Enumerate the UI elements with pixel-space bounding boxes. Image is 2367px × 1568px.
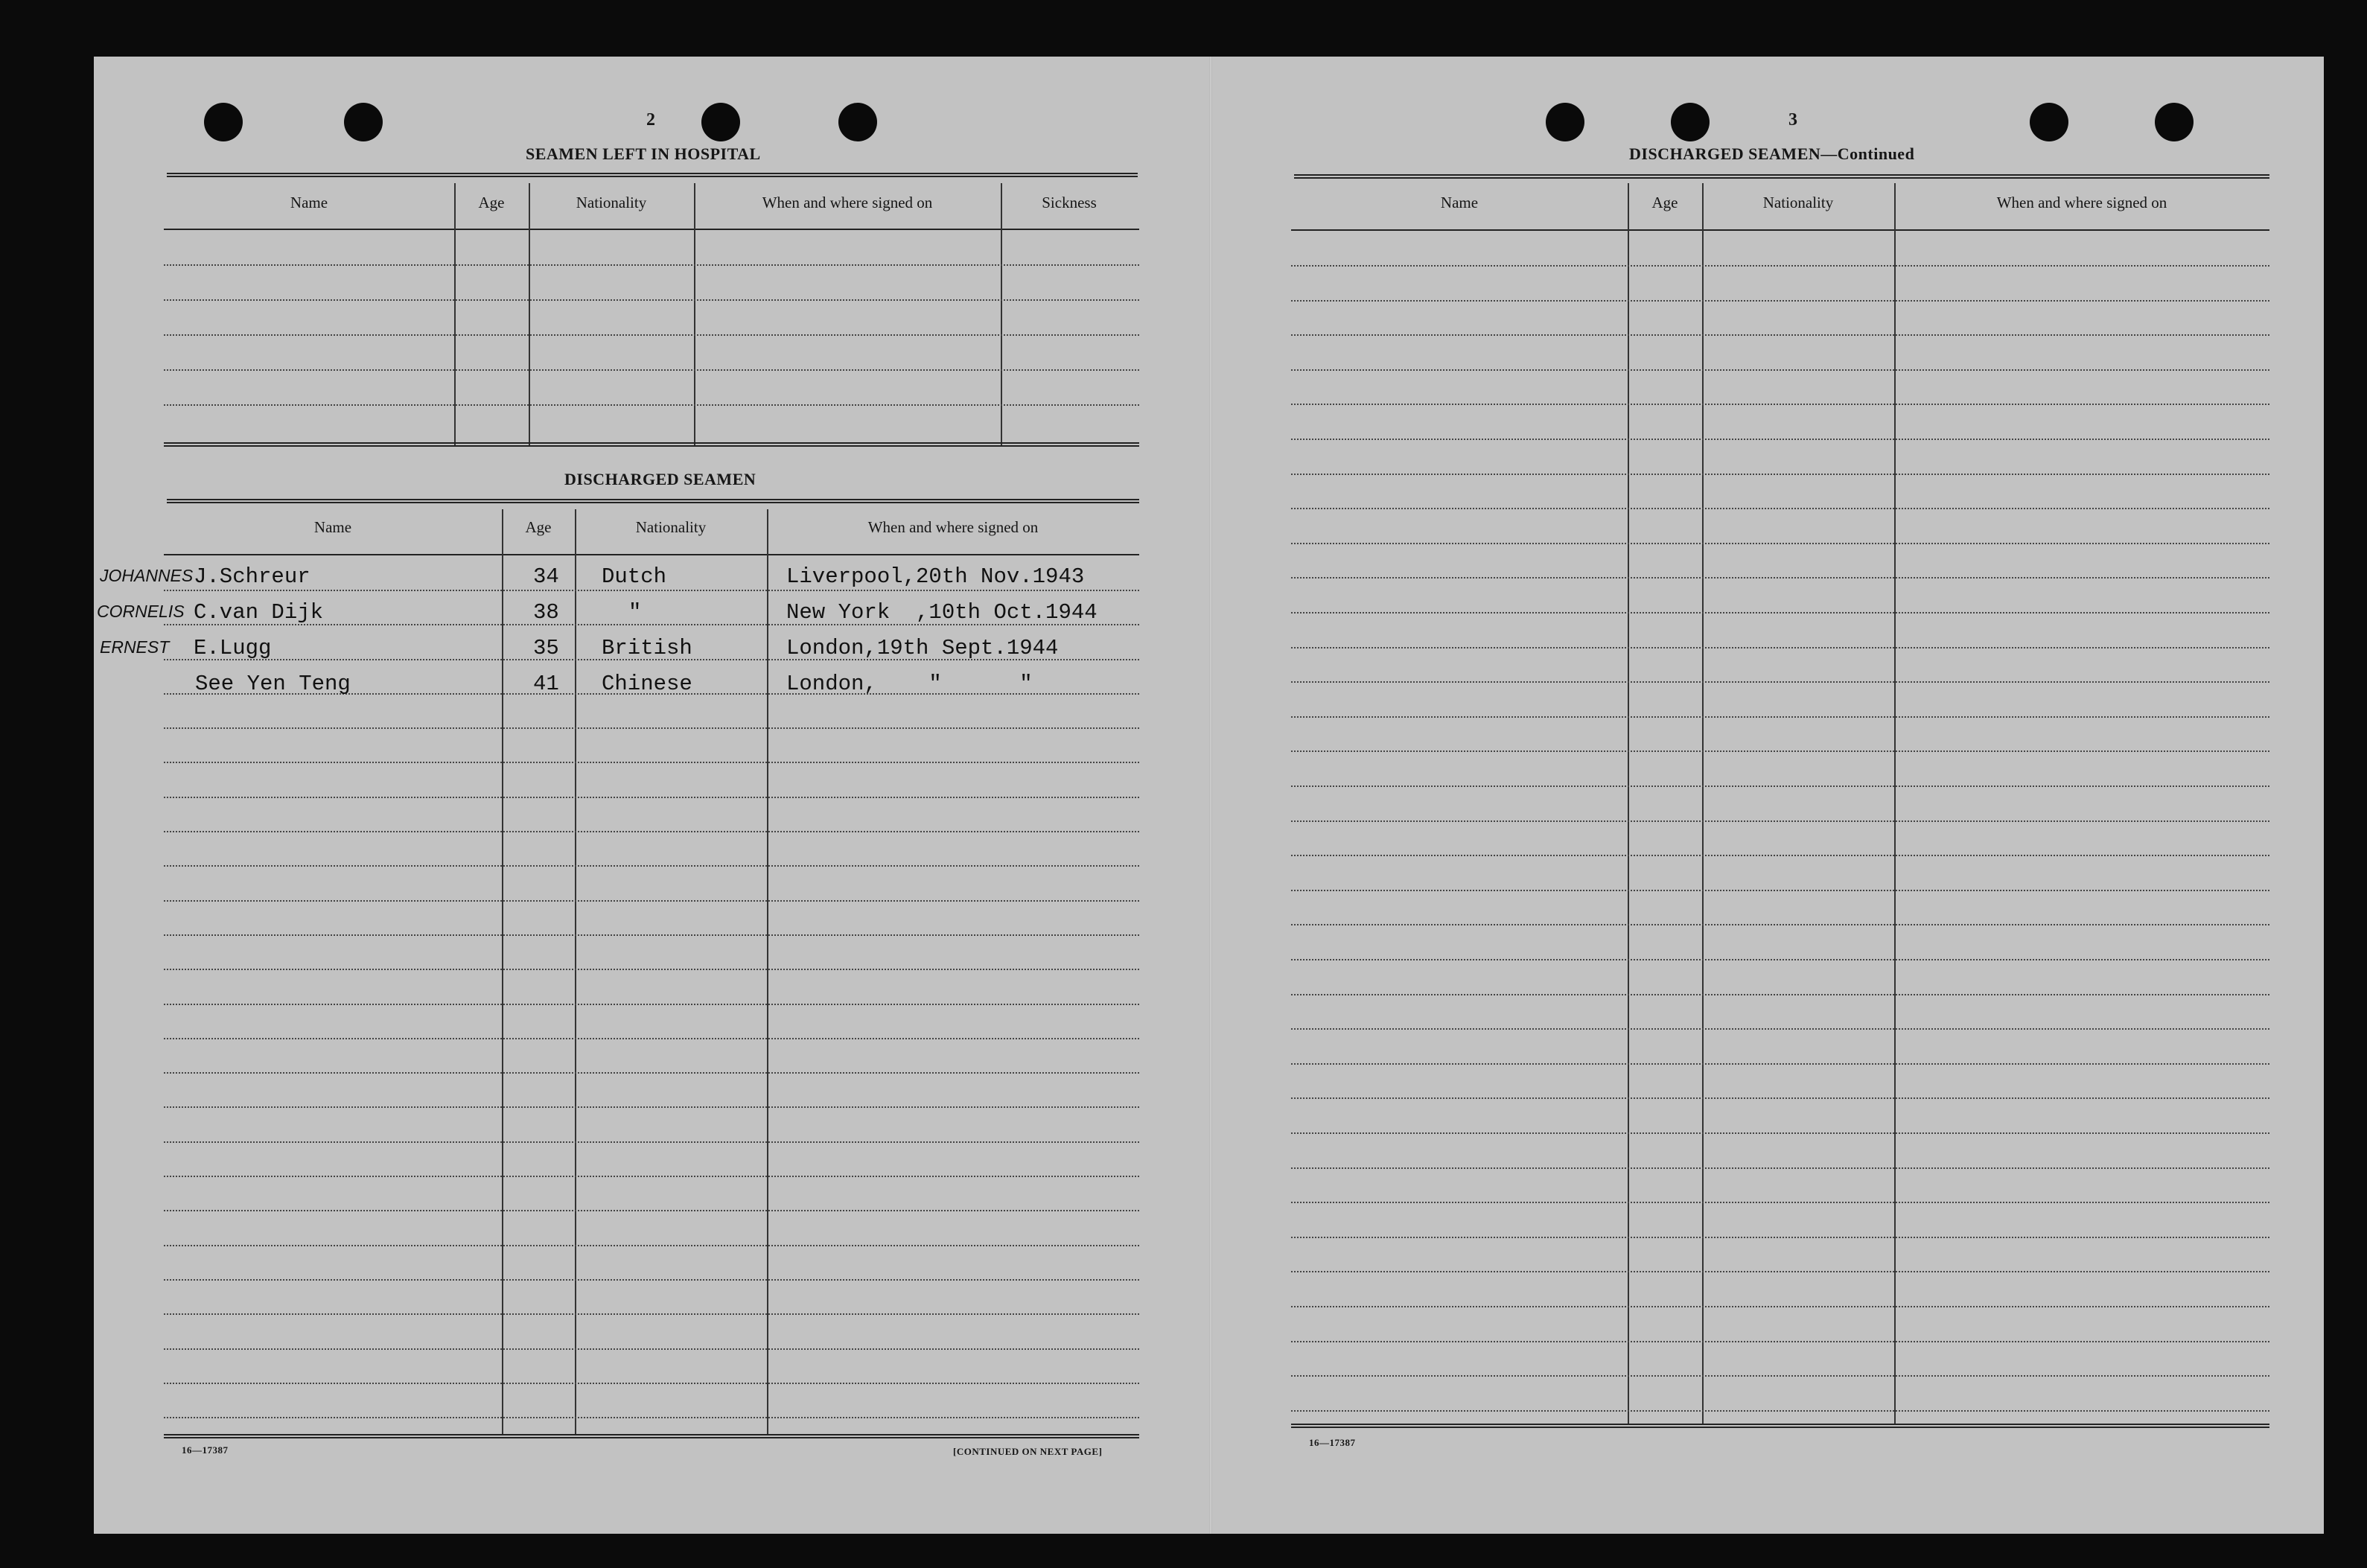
column-divider [1001,183,1002,445]
row-rule [1291,959,2269,960]
row-rule [1291,1237,2269,1238]
seaman-nationality: Chinese [602,672,692,696]
punch-hole [838,103,877,141]
row-rule [164,934,1139,936]
seaman-age: 38 [533,600,559,625]
punch-hole [1671,103,1710,141]
row-rule [1291,334,2269,336]
row-rule [1291,369,2269,371]
handwritten-given-name: JOHANNES [100,566,194,585]
row-rule [164,1004,1139,1005]
row-rule [1291,681,2269,683]
row-rule [1291,1167,2269,1169]
row-rule [164,1348,1139,1350]
continued-note: [CONTINUED ON NEXT PAGE] [953,1446,1103,1457]
table-bottom-rule [164,442,1139,447]
col-header-nationality: Nationality [635,518,707,536]
form-number: 16—17387 [182,1444,229,1456]
row-rule [164,404,1139,406]
discharged-section-title: DISCHARGED SEAMEN [564,470,756,488]
table-top-rule [167,499,1139,503]
page-number: 2 [646,110,655,130]
row-rule [164,1210,1139,1211]
row-rule [1291,1341,2269,1342]
row-rule [1291,1202,2269,1203]
seaman-signed-on: Liverpool,20th Nov.1943 [786,564,1085,589]
header-bottom-rule [164,229,1139,230]
row-rule [1291,924,2269,925]
col-header-name: Name [1440,194,1479,211]
seaman-nationality: British [602,636,692,660]
punch-hole [1546,103,1584,141]
row-rule [164,969,1139,970]
column-divider [694,183,695,445]
row-rule [164,1279,1139,1281]
table-bottom-rule [1291,1424,2269,1428]
row-rule [1291,1410,2269,1412]
col-header-age: Age [1651,194,1678,211]
row-rule [164,865,1139,867]
col-header-signed-on: When and where signed on [867,518,1039,536]
row-rule [1291,1271,2269,1272]
seaman-age: 35 [533,636,559,660]
row-rule [1291,785,2269,787]
row-rule [1291,404,2269,405]
row-rule [1291,577,2269,579]
row-rule [164,797,1139,798]
punch-hole [344,103,383,141]
row-rule [1291,647,2269,648]
row-rule [1291,439,2269,440]
page-number: 3 [1788,110,1797,130]
table-top-rule [1294,174,2269,179]
row-rule [164,762,1139,763]
title-main: DISCHARGED SEAMEN [1629,144,1821,163]
hospital-section-title: SEAMEN LEFT IN HOSPITAL [526,144,761,163]
row-rule [1291,890,2269,891]
row-rule [1291,1306,2269,1307]
row-rule [1291,1097,2269,1099]
row-rule [1291,820,2269,822]
row-rule [164,1383,1139,1384]
col-header-name: Name [290,194,328,211]
row-rule [1291,300,2269,302]
row-rule [164,1038,1139,1039]
seaman-nationality: Dutch [602,564,667,589]
manifest-paper [94,57,2324,1534]
col-header-signed-on: When and where signed on [762,194,933,211]
row-rule [1291,716,2269,718]
punch-hole [2155,103,2194,141]
row-rule [1291,474,2269,475]
seaman-signed-on: London,19th Sept.1944 [786,636,1059,660]
col-header-nationality: Nationality [576,194,647,211]
row-rule [164,1245,1139,1246]
right-page [1211,57,2324,1534]
column-divider [529,183,530,445]
col-header-age: Age [478,194,505,211]
punch-hole [2030,103,2068,141]
seaman-signed-on: London, " " [786,672,1033,696]
row-rule [1291,750,2269,752]
row-rule [1291,994,2269,995]
form-number: 16—17387 [1309,1437,1356,1448]
column-divider [502,509,503,1434]
row-rule [164,831,1139,832]
left-page [94,57,1211,1534]
col-header-sickness: Sickness [1042,194,1097,211]
header-bottom-rule [1291,229,2269,231]
row-rule [164,1176,1139,1177]
row-rule [164,590,1139,591]
table-top-rule [167,173,1138,177]
row-rule [164,369,1139,371]
seaman-name: E.Lugg [194,636,272,660]
row-rule [1291,1132,2269,1134]
row-rule [164,1106,1139,1108]
title-suffix: —Continued [1820,144,1915,163]
row-rule [164,900,1139,902]
col-header-nationality: Nationality [1762,194,1834,211]
seaman-nationality: " [628,600,642,625]
handwritten-given-name: ERNEST [100,637,170,657]
handwritten-given-name: CORNELIS [97,602,185,621]
row-rule [164,1141,1139,1143]
row-rule [164,1417,1139,1418]
col-header-signed-on: When and where signed on [1996,194,2167,211]
column-divider [454,183,456,445]
col-header-name: Name [313,518,352,536]
row-rule [1291,612,2269,614]
row-rule [1291,1063,2269,1065]
row-rule [164,727,1139,729]
seaman-signed-on: New York ,10th Oct.1944 [786,600,1098,625]
seaman-name: See Yen Teng [195,672,351,696]
punch-hole [204,103,243,141]
row-rule [1291,1375,2269,1377]
column-divider [575,509,576,1434]
seaman-name: J.Schreur [194,564,310,589]
seaman-age: 34 [533,564,559,589]
table-bottom-rule [164,1434,1139,1438]
row-rule [164,264,1139,266]
seaman-age: 41 [533,672,559,696]
row-rule [1291,1028,2269,1030]
row-rule [164,334,1139,336]
header-bottom-rule [164,554,1139,555]
column-divider [767,509,768,1434]
discharged-continued-title [1629,144,1914,164]
row-rule [1291,543,2269,544]
row-rule [1291,265,2269,267]
col-header-age: Age [525,518,552,536]
seaman-name: C.van Dijk [194,600,324,625]
row-rule [164,299,1139,301]
row-rule [164,1072,1139,1074]
row-rule [164,1313,1139,1315]
row-rule [1291,855,2269,856]
row-rule [1291,508,2269,509]
punch-hole [701,103,740,141]
